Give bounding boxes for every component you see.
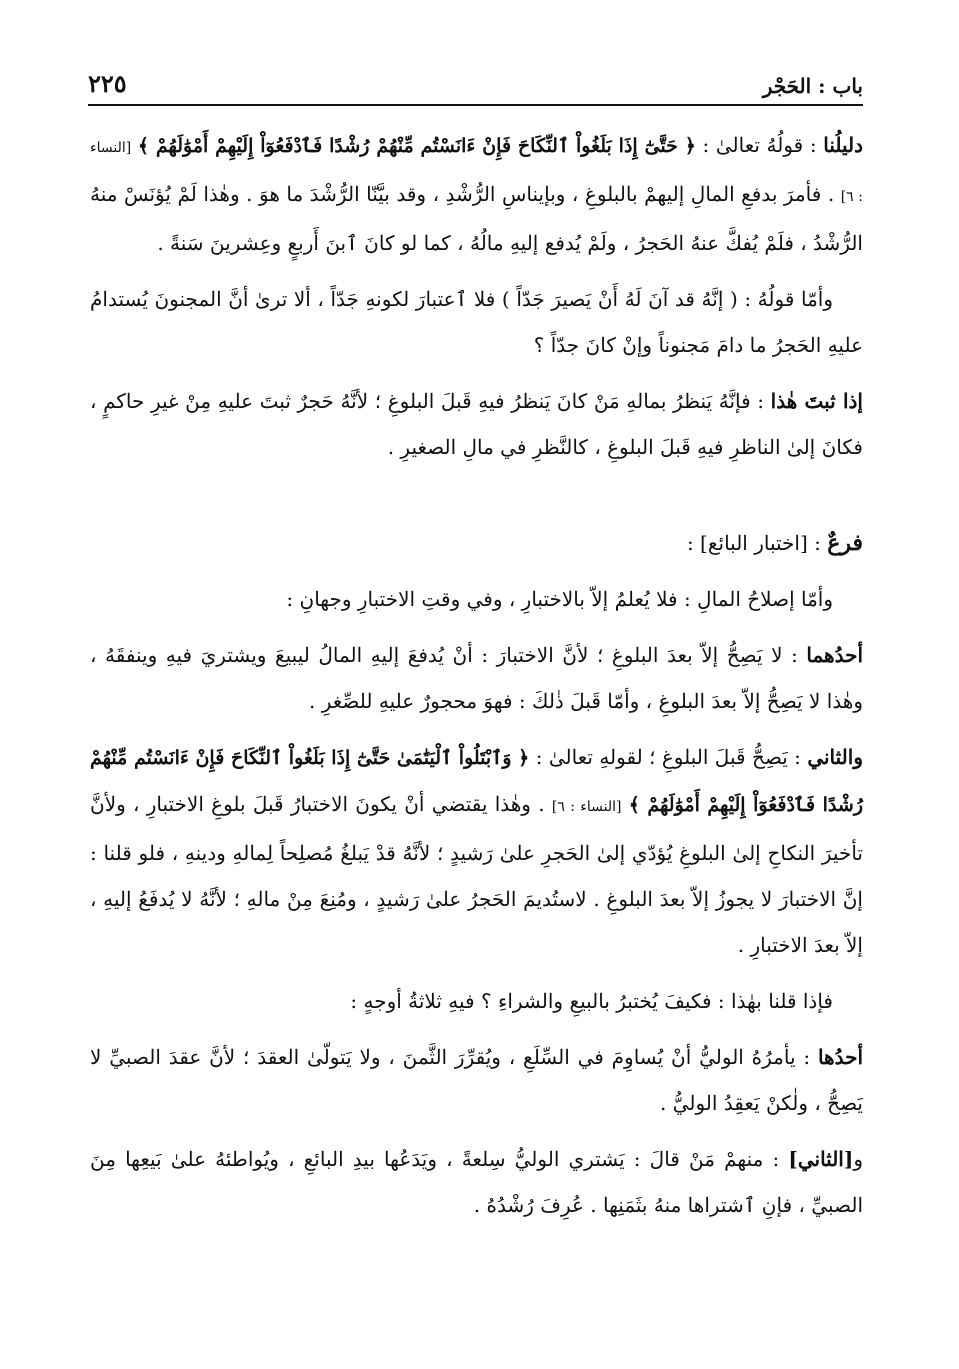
paragraph-grandfather <box>90 276 863 368</box>
section-gap <box>90 480 863 520</box>
section-lead: فرعٌ <box>827 530 863 556</box>
paragraph-lead: أحدُها <box>817 1045 863 1069</box>
verse-reference: [النساء : ٦] <box>90 140 864 205</box>
paragraph-text: : قولُهُ تعالىٰ : <box>695 133 824 157</box>
quran-verse: ﴿ حَتَّىٰٓ إِذَا بَلَغُواْ ٱلنِّكَاحَ فَإِنْ ءَانَسْتُم مِّنْهُمْ رُشْدًا فَٱدْفَعُوٓاْ إِلَيْهِمْ أَمْوَٰلَهُمْ ﴾ <box>137 135 696 157</box>
paragraph-text: : لا يَصِحُّ إلاّ بعدَ البلوغِ ؛ لأنَّ الاختبارَ : أنْ يُدفعَ إليهِ المالُ ليبيعَ ويشتريَ فيهِ وينفقَهُ ، وهٰذا لا يَصِحُّ إلاّ بعدَ البلوغِ ، وأمّا قَبلَ ذٰلكَ : فهوَ محجورٌ عليهِ للصِّغرِ . <box>90 643 863 713</box>
paragraph-method-two <box>90 1136 863 1228</box>
paragraph-method-one <box>90 1034 863 1126</box>
page-number: ٢٢٥ <box>88 69 127 98</box>
section-title: : [اختبار البائع] : <box>686 531 828 555</box>
paragraph-lead: إذا ثبتَ هٰذا <box>770 389 863 413</box>
paragraph-second-view <box>90 734 863 968</box>
paragraph-guardian <box>90 378 863 470</box>
page-header <box>88 66 863 106</box>
paragraph-text: : منهمْ مَنْ قالَ : يَشتري الوليُّ سِلعةً ، ويَدَعُها بيدِ البائعِ ، ويُواطئهُ علىٰ بَيعِها مِنَ الصبيِّ ، فإنِ ٱشتراها منهُ بثَمَنِها . عُرِفَ رُشْدُهُ . <box>90 1147 863 1217</box>
verse-reference: [النساء : ٦] <box>551 799 622 815</box>
chapter-title: باب : الحَجْر <box>762 74 863 98</box>
paragraph-first-view <box>90 632 863 724</box>
paragraph-text: : يأمرُهُ الوليُّ أنْ يُساوِمَ في السِّلَعِ ، ويُقرِّرَ الثَّمنَ ، ولا يَتولّىٰ العقدَ ؛ لأنَّ عقدَ الصبيِّ لا يَصِحُّ ، ولٰكنْ يَعقِدُ الوليُّ . <box>90 1045 863 1115</box>
paragraph-lead: [الثاني] <box>788 1147 854 1171</box>
paragraph-text: : فإنَّهُ يَنظرُ بمالهِ مَنْ كانَ يَنظرُ فيهِ قَبلَ البلوغِ ؛ لأنَّهُ حَجرٌ ثبتَ عليهِ مِنْ غيرِ حاكمٍ ، فكانَ إلىٰ الناظرِ فيهِ قَبلَ البلوغِ ، كالنَّظرِ في مالِ الصغيرِ . <box>90 389 863 459</box>
paragraph-testing-intro <box>90 576 863 622</box>
paragraph-text: . وهٰذا يقتضي أنْ يكونَ الاختبارُ قَبلَ بلوغِ الاختبارِ ، ولأنَّ تأخيرَ النكاحِ إلىٰ البلوغِ يُؤدّي إلىٰ الحَجرِ علىٰ رَشيدٍ ؛ لأنَّهُ قدْ يَبلغُ مُصلِحاً لِمالهِ ودينهِ ، فلو قلنا : إنَّ الاختبارَ لا يجوزُ إلاّ بعدَ البلوغِ . لاستُديمَ الحَجرُ علىٰ رَشيدٍ ، ومُنِعَ مِنْ مالهِ ؛ لأنَّهُ لا يُدفَعُ إليهِ ، إلاّ بعدَ الاختبارِ . <box>90 792 863 957</box>
paragraph-text: فإذا قلنا بهٰذا : فكيفَ يُختبرُ بالبيعِ والشراءِ ؟ فيهِ ثلاثةُ أوجهٍ : <box>350 989 833 1013</box>
paragraph-lead: دليلُنا <box>823 133 864 157</box>
paragraph-evidence <box>90 122 863 266</box>
paragraph-lead: أحدُهما <box>806 643 863 667</box>
page-body <box>90 122 863 1238</box>
quran-verse: ﴿ وَٱبْتَلُواْ ٱلْيَتَٰمَىٰ حَتَّىٰٓ إِذَا بَلَغُواْ ٱلنِّكَاحَ فَإِنْ ءَانَسْتُم مِّنْهُمْ رُشْدًا فَٱدْفَعُوٓاْ إِلَيْهِمْ أَمْوَٰلَهُمْ ﴾ <box>90 747 863 816</box>
paragraph-lead: والثاني <box>807 745 863 769</box>
paragraph-text: و <box>853 1147 863 1171</box>
paragraph-text: . فأمرَ بدفعِ المالِ إليهمْ بالبلوغِ ، وبإيناسِ الرُّشْدِ ، وقد بيَّنّا الرُّشْدَ ما هوَ . وهٰذا لَمْ يُؤنَسْ منهُ الرُّشْدُ ، فلَمْ يُفكَّ عنهُ الحَجرُ ، ولَمْ يُدفع إليهِ مالُهُ ، كما لو كانَ ٱبنَ أَربعٍ وعِشرينَ سَنةً . <box>90 182 863 255</box>
paragraph-how-tested <box>90 978 863 1024</box>
paragraph-text: وأمّا إصلاحُ المالِ : فلا يُعلمُ إلاّ بالاختبارِ ، وفي وقتِ الاختبارِ وجهانِ : <box>286 587 833 611</box>
paragraph-text: : يَصِحُّ قَبلَ البلوغِ ؛ لقولهِ تعالىٰ : <box>529 745 808 769</box>
paragraph-text: وأمّا قولُهُ : ( إنَّهُ قد آنَ لَهُ أَنْ يَصيرَ جَدّاً ) فلا ٱعتبارَ لكونهِ جَدّاً ، ألا ترىٰ أنَّ المجنونَ يُستدامُ عليهِ الحَجرُ ما دامَ مَجنوناً وإنْ كانَ جدّاً ؟ <box>90 287 863 357</box>
section-heading <box>90 520 863 566</box>
